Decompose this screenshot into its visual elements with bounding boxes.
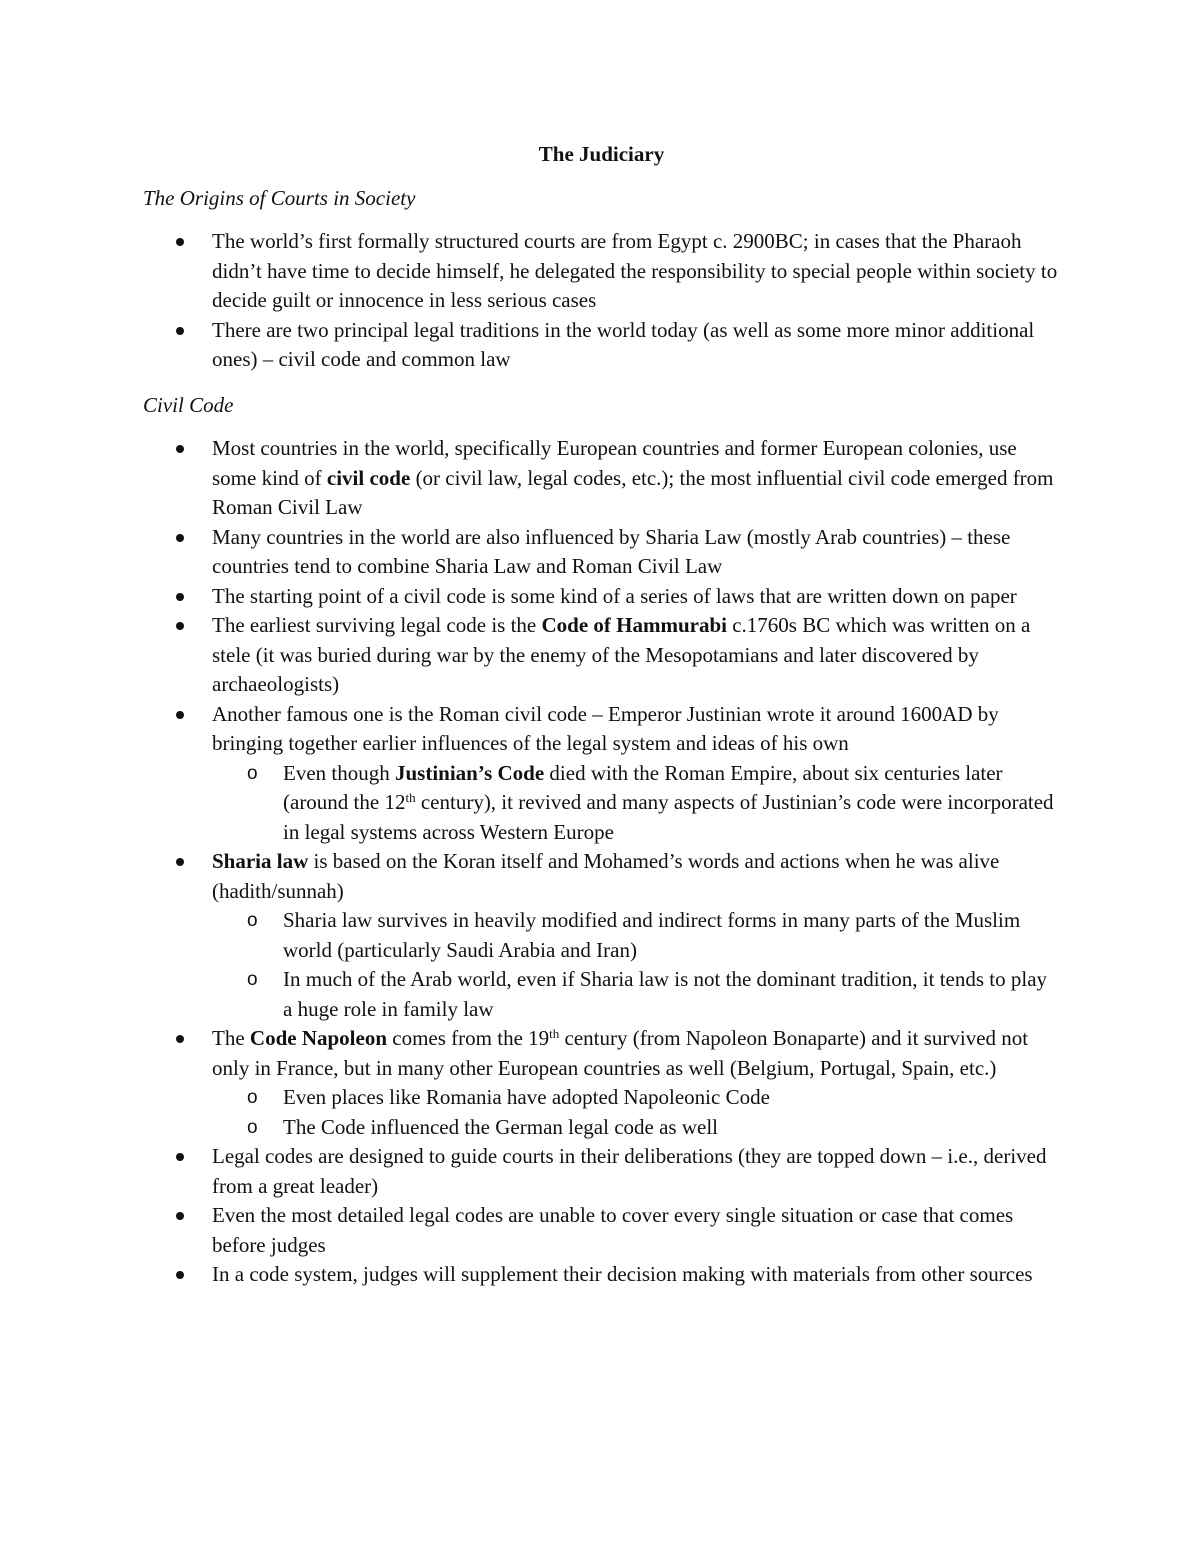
sub-list-item: [212, 1113, 1060, 1143]
bullet-icon: [176, 445, 184, 453]
list-item-text: Most countries in the world, specifically European countries and former European colonies, use some kind of: [212, 436, 1017, 490]
bullet-icon: [176, 593, 184, 601]
list-item-text: The Code influenced the German legal code as well: [283, 1114, 718, 1139]
bullet-icon: [176, 327, 184, 335]
list-item-text: century (from Napoleon Bonaparte) and it survived not only in France, but in many other European countries as well (Belgium, Portugal, Spain, etc.): [212, 1026, 1029, 1080]
origins-list: [143, 227, 1060, 375]
list-item-text: Legal codes are designed to guide courts in their deliberations (they are topped down – i.e., derived from a great leader): [212, 1144, 1047, 1198]
list-item-text: (or civil law, legal codes, etc.); the most influential civil code emerged from Roman Civil Law: [212, 465, 1054, 519]
bullet-icon: [176, 711, 184, 719]
list-item-text: There are two principal legal traditions in the world today (as well as some more minor additional ones) – civil code and common law: [212, 317, 1035, 371]
bullet-icon: [176, 1212, 184, 1220]
circle-bullet-icon: o: [247, 969, 258, 990]
list-item-text: The earliest surviving legal code is the: [212, 613, 542, 637]
circle-bullet-icon: o: [247, 1116, 258, 1138]
list-item: [143, 582, 1060, 612]
list-item: [143, 1260, 1060, 1290]
bold-term: civil code: [326, 465, 411, 490]
bold-term: Sharia law: [212, 849, 309, 873]
circle-bullet-icon: o: [247, 1087, 258, 1108]
list-item-text: Even though: [283, 760, 395, 785]
circle-bullet-icon: o: [247, 762, 258, 784]
sub-list: [212, 906, 1060, 1024]
list-item: [143, 523, 1060, 582]
list-item-text: In much of the Arab world, even if Sharia law is not the dominant tradition, it tends to play a huge role in family law: [283, 967, 1048, 1021]
sub-list-item: [212, 759, 1060, 848]
bullet-icon: [176, 1035, 184, 1043]
bullet-icon: [176, 238, 184, 246]
bullet-icon: [176, 1271, 184, 1279]
list-item-text: c.1760s BC which was written on a stele (it was buried during war by the enemy of the Mesopotamians and later discovered by archaeologists): [212, 613, 1031, 696]
bullet-icon: [176, 858, 184, 866]
circle-bullet-icon: o: [247, 910, 258, 931]
section-heading-origins: The Origins of Courts in Society: [143, 185, 416, 210]
bold-term: Code Napoleon: [249, 1026, 388, 1050]
sub-list: [212, 1083, 1060, 1142]
civil-code-list: [143, 434, 1060, 1290]
list-item-text: The world’s first formally structured courts are from Egypt c. 2900BC; in cases that the Pharaoh didn’t have time to decide himself, he delegated the responsibility to special people within society to decide guilt or innocence in less serious cases: [212, 229, 1058, 312]
list-item: [143, 700, 1060, 848]
bold-term: Code of Hammurabi: [541, 613, 727, 637]
sub-list-item: [212, 1083, 1060, 1113]
list-item-text: comes from the 19: [387, 1026, 550, 1050]
list-item-text: Many countries in the world are also influenced by Sharia Law (mostly Arab countries) – these countries tend to combine Sharia Law and Roman Civil Law: [212, 524, 1011, 578]
superscript: th: [405, 790, 416, 805]
bullet-icon: [176, 622, 184, 630]
section-heading-civil-code: Civil Code: [143, 392, 234, 417]
list-item: [143, 434, 1060, 523]
list-item-text: Even places like Romania have adopted Napoleonic Code: [283, 1085, 770, 1109]
list-item-text: In a code system, judges will supplement their decision making with materials from other sources: [212, 1262, 1033, 1286]
document-title: The Judiciary: [538, 142, 665, 166]
bold-term: Justinian’s Code: [394, 760, 545, 785]
list-item: [143, 227, 1060, 316]
list-item: [143, 1142, 1060, 1201]
list-item-text: died with the Roman Empire, about six centuries later (around the 12: [283, 760, 1003, 814]
list-item-text: Another famous one is the Roman civil code – Emperor Justinian wrote it around 1600AD by bringing together earlier influences of the legal system and ideas of his own: [212, 701, 999, 755]
list-item-text: century), it revived and many aspects of Justinian’s code were incorporated in legal systems across Western Europe: [283, 790, 1054, 844]
list-item-text: Even the most detailed legal codes are unable to cover every single situation or case that comes before judges: [212, 1203, 1014, 1257]
sub-list-item: [212, 906, 1060, 965]
sub-list-item: [212, 965, 1060, 1024]
list-item-text: Sharia law survives in heavily modified and indirect forms in many parts of the Muslim world (particularly Saudi Arabia and Iran): [283, 908, 1021, 962]
list-item-text: is based on the Koran itself and Mohamed’s words and actions when he was alive (hadith/sunnah): [212, 849, 1000, 903]
list-item: [143, 847, 1060, 1024]
list-item-text: The starting point of a civil code is some kind of a series of laws that are written down on paper: [212, 583, 1017, 608]
list-item: [143, 316, 1060, 375]
superscript: th: [549, 1026, 560, 1041]
list-item-text: The: [212, 1026, 250, 1050]
bullet-icon: [176, 534, 184, 542]
sub-list: [212, 759, 1060, 848]
list-item: [143, 1201, 1060, 1260]
bullet-icon: [176, 1153, 184, 1161]
list-item: [143, 611, 1060, 700]
list-item: [143, 1024, 1060, 1142]
